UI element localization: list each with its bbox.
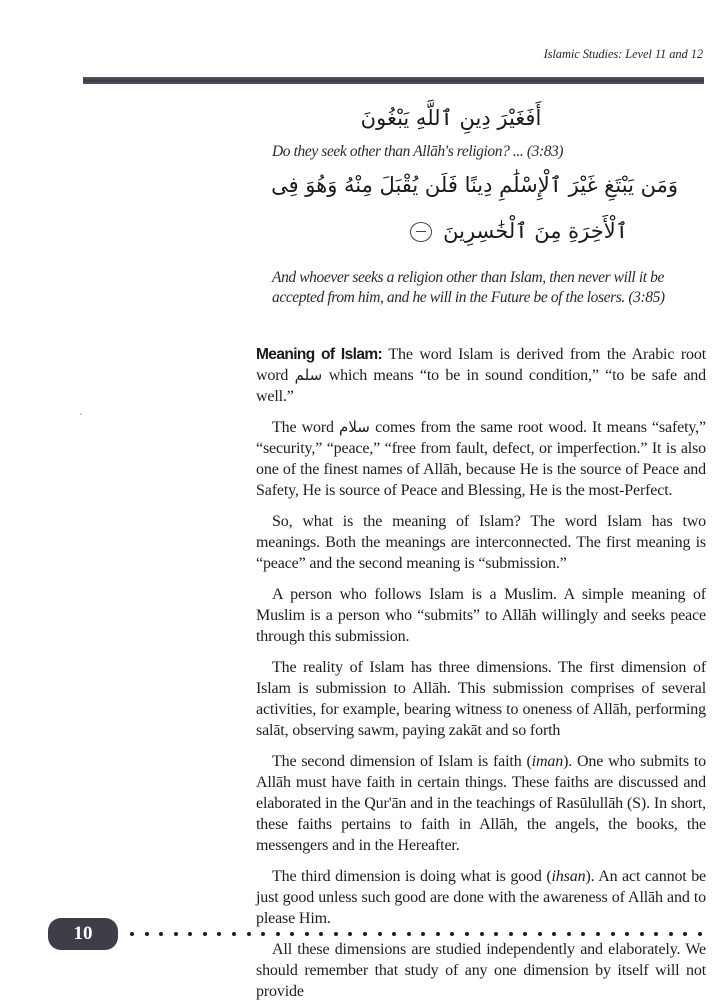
header-divider xyxy=(83,77,704,84)
verse-translation-3-85: And whoever seeks a religion other than Islam, then never will it be accepted from him, and he will in the Future be of the losers. (3:85) xyxy=(272,269,665,306)
scan-speck xyxy=(80,413,82,415)
footer-dot xyxy=(625,932,629,936)
footer-dot xyxy=(305,932,309,936)
verse-arabic-3-85-line1: وَمَن يَبْتَغِ غَيْرَ ٱلْإِسْلَٰمِ دِينًا فَلَن يُقْبَلَ مِنْهُ وَهُوَ فِى xyxy=(271,173,678,197)
paragraph-intro: The word Islam is derived from the Arabic root word xyxy=(256,346,707,384)
footer-dot xyxy=(203,932,207,936)
footer-dot xyxy=(480,932,484,936)
verse-arabic-3-85 xyxy=(256,162,706,254)
paragraph-text: ). An act cannot be just good unless such good are done with the awareness of Allāh and to please Him. xyxy=(256,868,706,927)
paragraph-meaning-of-islam xyxy=(256,344,706,407)
paragraph-salam xyxy=(256,417,706,501)
paragraph-all-dimensions: All these dimensions are studied independently and elaborately. We should remember that study of any one dimension by itself will not provide xyxy=(256,941,706,1000)
paragraph-text: The third dimension is doing what is good ( xyxy=(272,868,552,885)
term-iman: iman xyxy=(531,753,564,770)
footer-dot xyxy=(669,932,673,936)
verse-translation-3-83: Do they seek other than Allāh's religion? ... (3:83) xyxy=(272,143,564,160)
page-content xyxy=(256,96,706,1002)
page-number-badge: 10 xyxy=(48,918,118,950)
footer-dotted-rule xyxy=(130,928,702,940)
footer-dot xyxy=(247,932,251,936)
footer-dot xyxy=(378,932,382,936)
footer-dot xyxy=(363,932,367,936)
footer-dot xyxy=(276,932,280,936)
footer-dot xyxy=(319,932,323,936)
footer-dot xyxy=(188,932,192,936)
footer-dot xyxy=(232,932,236,936)
paragraph-text: ). One who submits to Allāh must have faith in certain things. These faiths are discussed and elaborated in the Qur'ān and in the teachings of Rasūlullāh (S). In short, these faiths pertains to faith in Allāh, the angels, the books, the messengers and in the Hereafter. xyxy=(256,753,706,854)
paragraph-text: The second dimension of Islam is faith ( xyxy=(272,753,532,770)
footer-dot xyxy=(509,932,513,936)
paragraph-three-dimensions: The reality of Islam has three dimensions. The first dimension of Islam is submission to Allāh. This submission comprises of several activities, for example, bearing witness to oneness of Allāh, performing salāt, observing sawm, paying zakāt and so forth xyxy=(256,659,706,739)
footer-dot xyxy=(494,932,498,936)
paragraph-ihsan xyxy=(256,866,706,929)
paragraph-muslim: A person who follows Islam is a Muslim. A simple meaning of Muslim is a person who “submits” to Allāh willingly and seeks peace through this submission. xyxy=(256,586,706,645)
footer-dot xyxy=(654,932,658,936)
footer-dot xyxy=(523,932,527,936)
footer-dot xyxy=(552,932,556,936)
paragraph-text: The word xyxy=(272,419,340,436)
footer-dot xyxy=(174,932,178,936)
footer-dot xyxy=(392,932,396,936)
footer-dot xyxy=(465,932,469,936)
footer-dot xyxy=(640,932,644,936)
paragraph-two-meanings: So, what is the meaning of Islam? The word Islam has two meanings. Both the meanings are interconnected. The first meaning is “peace” and the second meaning is “submission.” xyxy=(256,513,706,572)
footer-dot xyxy=(421,932,425,936)
footer-dot xyxy=(290,932,294,936)
section-heading: Meaning of Islam: xyxy=(256,346,383,363)
footer-dot xyxy=(567,932,571,936)
footer-dot xyxy=(261,932,265,936)
paragraph-rest: which means “to be in sound condition,” “to be safe and well.” xyxy=(256,367,706,405)
paragraph-text: comes from the same root wood. It means “safety,” “security,” “peace,” “free from fault, defect, or imperfection.” It is also one of the finest names of Allāh, because He is the source of Peace and Safety, He is source of Peace and Blessing, He is the most-Perfect. xyxy=(256,419,706,499)
footer-dot xyxy=(538,932,542,936)
footer-dot xyxy=(334,932,338,936)
arabic-root-word: سلم xyxy=(294,366,323,384)
footer-dot xyxy=(407,932,411,936)
paragraph-iman xyxy=(256,751,706,856)
footer-dot xyxy=(217,932,221,936)
footer-dot xyxy=(683,932,687,936)
footer-dot xyxy=(698,932,702,936)
running-head-title: Islamic Studies: Level 11 and 12 xyxy=(543,47,703,61)
verse-arabic-3-83: أَفَغَيْرَ دِينِ ٱللَّهِ يَبْغُونَ xyxy=(360,106,542,130)
footer-dot xyxy=(436,932,440,936)
footer-dot xyxy=(611,932,615,936)
footer-dot xyxy=(348,932,352,936)
footer-dot xyxy=(159,932,163,936)
footer-dot xyxy=(145,932,149,936)
footer-dot xyxy=(450,932,454,936)
verse-arabic-3-85-line2: ٱلْأَخِرَةِ مِنَ ٱلْخَٰسِرِينَ xyxy=(443,219,628,243)
footer-dot xyxy=(596,932,600,936)
footer-dot xyxy=(130,932,134,936)
verse-arabic-3-85-line2-wrap xyxy=(256,208,628,254)
footer-dot xyxy=(581,932,585,936)
arabic-word-salam: سلام xyxy=(339,418,370,436)
term-ihsan: ihsan xyxy=(551,868,586,885)
ayah-end-marker-icon xyxy=(410,222,432,242)
